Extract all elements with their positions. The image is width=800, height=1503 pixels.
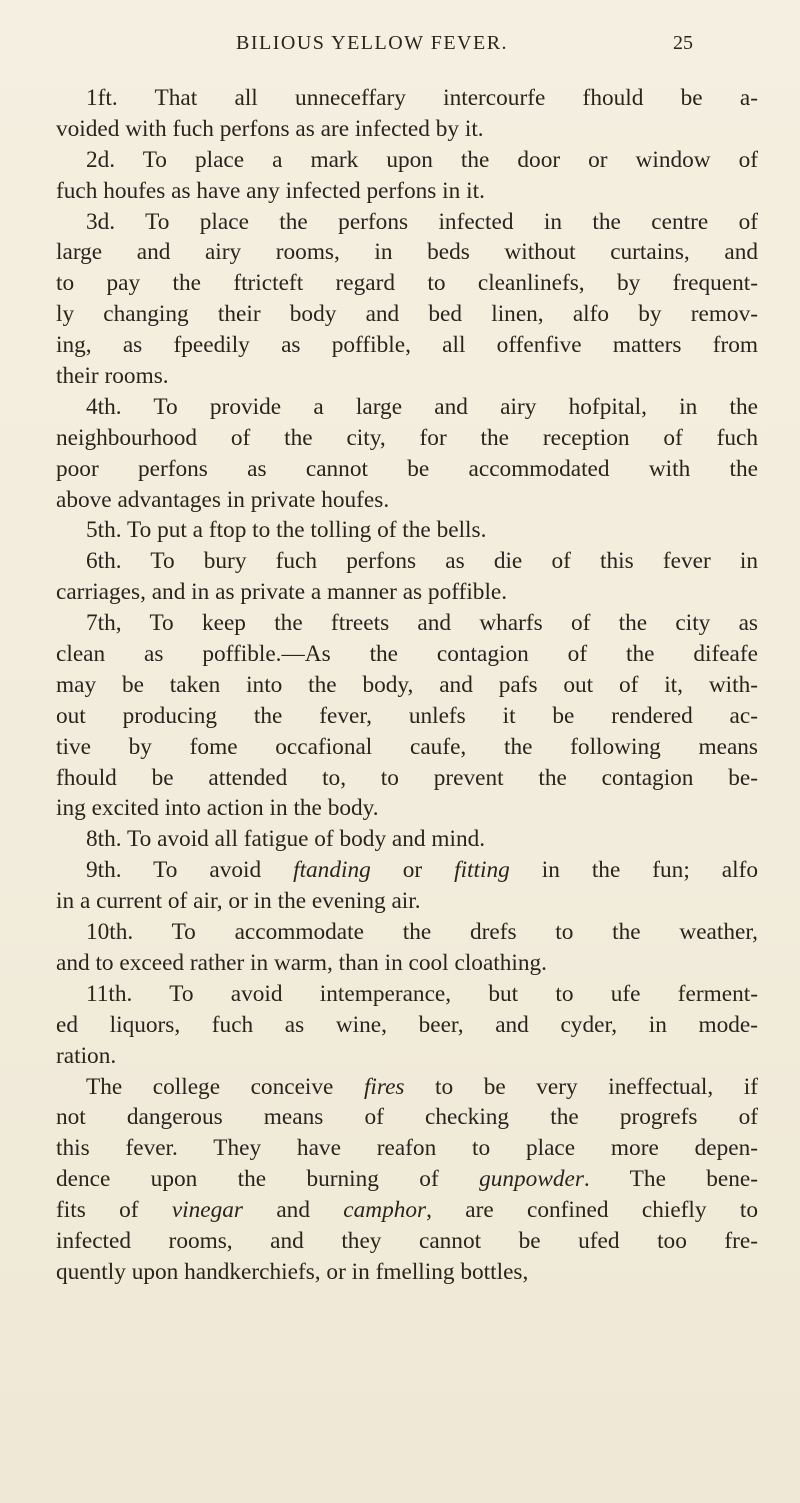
text-segment: ed liquors, fuch as wine, beer, and cyder, in mode-	[56, 1011, 758, 1038]
text-segment: tive by fome occafional caufe, the following means	[56, 733, 758, 760]
text-line	[56, 732, 758, 763]
text-line	[56, 423, 758, 454]
text-segment: poor perfons as cannot be accommodated with the	[56, 455, 758, 482]
text-segment: 4th. To provide a large and airy hofpital, in the	[86, 393, 758, 420]
text-segment: 7th, To keep the ftreets and wharfs of the city as	[86, 610, 758, 637]
text-segment: 1ft. That all unneceffary intercourfe fhould be a-	[86, 85, 758, 111]
text-line	[56, 515, 758, 546]
text-segment: this fever. They have reafon to place more depen-	[56, 1135, 758, 1162]
italic-text: ftanding	[293, 857, 371, 884]
text-line	[56, 824, 758, 855]
text-line	[56, 299, 758, 330]
text-segment: 8th. To avoid all fatigue of body and mind.	[86, 826, 486, 853]
text-segment: and	[243, 1197, 344, 1224]
text-segment: 9th. To avoid	[86, 857, 294, 884]
text-line	[56, 855, 758, 886]
text-line	[56, 176, 758, 207]
text-segment: and to exceed rather in warm, than in cool cloathing.	[56, 949, 547, 976]
text-segment: , are confined chiefly to	[426, 1197, 758, 1224]
text-segment: ly changing their body and bed linen, alfo by remov-	[56, 301, 758, 328]
text-line	[56, 361, 758, 392]
text-line	[56, 1010, 758, 1041]
text-segment: may be taken into the body, and pafs out of it, with-	[56, 671, 758, 698]
text-segment: above advantages in private houfes.	[56, 486, 390, 513]
text-line	[56, 979, 758, 1010]
text-line	[56, 1226, 758, 1257]
text-segment: clean as poffible.—As the contagion of the difeafe	[56, 641, 758, 668]
text-line	[56, 1195, 758, 1226]
text-segment: or	[370, 857, 455, 884]
text-line	[56, 886, 758, 917]
text-line	[56, 83, 758, 114]
text-line	[56, 114, 758, 145]
italic-text: gunpowder	[479, 1166, 584, 1193]
text-segment: fhould be attended to, to prevent the contagion be-	[56, 764, 758, 791]
text-segment: ing, as fpeedily as poffible, all offenfive matters from	[56, 332, 758, 359]
text-segment: in the fun; alfo	[509, 857, 758, 884]
text-segment: 2d. To place a mark upon the door or window of	[86, 146, 758, 173]
text-segment: large and airy rooms, in beds without curtains, and	[56, 239, 758, 266]
text-segment: 11th. To avoid intemperance, but to ufe ferment-	[86, 980, 758, 1007]
italic-text: fires	[363, 1073, 405, 1100]
text-line	[56, 145, 758, 176]
text-line	[56, 1257, 758, 1288]
text-line	[56, 639, 758, 670]
text-segment: 6th. To bury fuch perfons as die of this fever in	[86, 548, 758, 575]
text-line	[56, 670, 758, 701]
text-line	[56, 330, 758, 361]
text-segment: quently upon handkerchiefs, or in fmelling bottles,	[56, 1258, 529, 1285]
text-line	[56, 1164, 758, 1195]
text-segment: . The bene-	[583, 1166, 759, 1193]
text-segment: neighbourhood of the city, for the reception of fuch	[56, 424, 758, 451]
text-line	[56, 1133, 758, 1164]
text-line	[56, 608, 758, 639]
text-line	[56, 237, 758, 268]
text-line	[56, 701, 758, 732]
text-line	[56, 392, 758, 423]
text-segment: ing excited into action in the body.	[56, 795, 379, 822]
text-segment: ration.	[56, 1042, 117, 1069]
text-segment: not dangerous means of checking the progrefs of	[56, 1104, 758, 1131]
text-segment: The college conceive	[86, 1073, 364, 1100]
text-line	[56, 763, 758, 794]
text-line	[56, 1072, 758, 1103]
text-segment: 5th. To put a ftop to the tolling of the bells.	[86, 517, 487, 544]
text-line	[56, 1041, 758, 1072]
text-line	[56, 793, 758, 824]
text-segment: dence upon the burning of	[56, 1166, 480, 1193]
running-title: BILIOUS YELLOW FEVER.	[236, 32, 509, 54]
text-segment: 3d. To place the perfons infected in the centre of	[86, 208, 758, 235]
text-line	[56, 454, 758, 485]
running-head	[0, 32, 800, 62]
text-line	[56, 268, 758, 299]
text-segment: in a current of air, or in the evening air.	[56, 888, 421, 915]
text-line	[56, 917, 758, 948]
page-number: 25	[673, 32, 693, 54]
italic-text: fitting	[454, 857, 510, 884]
text-segment: out producing the fever, unlefs it be rendered ac-	[56, 702, 758, 729]
text-line	[56, 577, 758, 608]
text-segment: to be very ineffectual, if	[404, 1073, 759, 1100]
italic-text: camphor	[343, 1197, 427, 1224]
text-segment: 10th. To accommodate the drefs to the weather,	[86, 919, 758, 946]
text-segment: fits of	[56, 1197, 172, 1224]
text-segment: voided with fuch perfons as are infected by it.	[56, 115, 484, 142]
text-line	[56, 1102, 758, 1133]
text-segment: carriages, and in as private a manner as poffible.	[56, 579, 508, 606]
text-line	[56, 207, 758, 238]
italic-text: vinegar	[171, 1197, 243, 1224]
text-line	[56, 485, 758, 516]
text-segment: their rooms.	[56, 363, 169, 390]
body-text	[56, 83, 758, 1288]
text-segment: fuch houfes as have any infected perfons in it.	[56, 177, 485, 204]
text-segment: infected rooms, and they cannot be ufed too fre-	[56, 1227, 758, 1254]
text-line	[56, 948, 758, 979]
text-line	[56, 546, 758, 577]
text-segment: to pay the ftricteft regard to cleanlinefs, by frequent-	[56, 270, 758, 297]
